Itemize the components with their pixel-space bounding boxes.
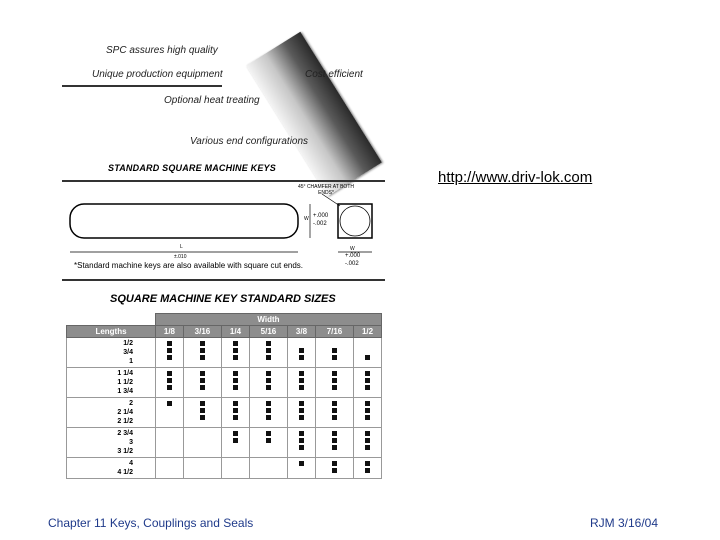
available-mark-icon	[233, 401, 238, 406]
availability-cell	[183, 458, 221, 479]
empty-mark	[167, 431, 172, 436]
section-title-standard-sizes: SQUARE MACHINE KEY STANDARD SIZES	[110, 293, 336, 305]
length-value: 1 1/2	[117, 379, 133, 386]
available-mark-icon	[365, 378, 370, 383]
available-mark-icon	[332, 461, 337, 466]
available-mark-icon	[266, 371, 271, 376]
available-mark-icon	[266, 378, 271, 383]
length-tolerance: ±.010	[174, 254, 187, 260]
driv-lok-link[interactable]: http://www.driv-lok.com	[438, 169, 593, 186]
available-mark-icon	[167, 341, 172, 346]
available-mark-icon	[365, 415, 370, 420]
promo-line-quality: SPC assures high quality	[106, 45, 218, 56]
empty-mark	[167, 415, 172, 420]
length-value: 1/2	[123, 340, 133, 347]
availability-cell	[156, 428, 184, 458]
available-mark-icon	[233, 378, 238, 383]
availability-cell	[354, 428, 382, 458]
footnote: *Standard machine keys are also available with square cut ends.	[74, 261, 304, 270]
empty-mark	[167, 445, 172, 450]
availability-cell	[354, 398, 382, 428]
table-row	[67, 368, 382, 398]
available-mark-icon	[233, 341, 238, 346]
promo-line-heat: Optional heat treating	[164, 95, 260, 106]
available-mark-icon	[233, 385, 238, 390]
length-value: 2	[129, 400, 133, 407]
empty-mark	[200, 445, 205, 450]
length-value: 2 3/4	[117, 430, 133, 437]
available-mark-icon	[299, 408, 304, 413]
empty-mark	[167, 438, 172, 443]
available-mark-icon	[233, 355, 238, 360]
availability-cell	[315, 458, 353, 479]
chamfer-note: 45° CHAMFER AT BOTH ENDS*	[298, 184, 354, 196]
length-value: 3/4	[123, 349, 133, 356]
availability-cell	[288, 458, 316, 479]
sizes-table	[66, 313, 382, 479]
width-column-header: 7/16	[315, 326, 353, 338]
availability-cell	[354, 368, 382, 398]
availability-cell	[222, 368, 250, 398]
empty-mark	[266, 468, 271, 473]
available-mark-icon	[332, 445, 337, 450]
available-mark-icon	[266, 341, 271, 346]
availability-cell	[354, 458, 382, 479]
length-label: L	[180, 244, 183, 250]
table-row	[67, 428, 382, 458]
available-mark-icon	[266, 348, 271, 353]
empty-mark	[299, 468, 304, 473]
available-mark-icon	[332, 378, 337, 383]
availability-cell	[183, 368, 221, 398]
width-column-header: 1/4	[222, 326, 250, 338]
availability-cell	[156, 368, 184, 398]
availability-cell	[183, 398, 221, 428]
available-mark-icon	[167, 355, 172, 360]
availability-cell	[222, 428, 250, 458]
available-mark-icon	[266, 401, 271, 406]
available-mark-icon	[299, 438, 304, 443]
available-mark-icon	[200, 401, 205, 406]
available-mark-icon	[365, 408, 370, 413]
available-mark-icon	[167, 348, 172, 353]
length-value: 4 1/2	[117, 469, 133, 476]
catalog-page-image	[60, 35, 385, 495]
available-mark-icon	[332, 385, 337, 390]
available-mark-icon	[365, 431, 370, 436]
availability-cell	[156, 398, 184, 428]
available-mark-icon	[167, 385, 172, 390]
available-mark-icon	[200, 385, 205, 390]
empty-mark	[167, 461, 172, 466]
empty-mark	[266, 461, 271, 466]
available-mark-icon	[299, 385, 304, 390]
available-mark-icon	[266, 355, 271, 360]
empty-mark	[200, 468, 205, 473]
length-cell	[67, 428, 156, 458]
available-mark-icon	[233, 438, 238, 443]
width-column-header: 1/2	[354, 326, 382, 338]
empty-mark	[167, 468, 172, 473]
availability-cell	[249, 338, 287, 368]
available-mark-icon	[200, 371, 205, 376]
available-mark-icon	[365, 438, 370, 443]
available-mark-icon	[299, 348, 304, 353]
available-mark-icon	[233, 408, 238, 413]
availability-cell	[354, 338, 382, 368]
availability-cell	[288, 338, 316, 368]
available-mark-icon	[233, 348, 238, 353]
length-value: 4	[129, 460, 133, 467]
divider	[62, 279, 385, 281]
availability-cell	[249, 458, 287, 479]
width-tolerance-plus: +.000	[313, 213, 329, 219]
width2-tolerance-plus: +.000	[345, 253, 361, 259]
promo-panel	[60, 35, 385, 180]
length-cell	[67, 338, 156, 368]
availability-cell	[156, 458, 184, 479]
available-mark-icon	[365, 468, 370, 473]
available-mark-icon	[233, 431, 238, 436]
availability-cell	[156, 338, 184, 368]
empty-mark	[233, 445, 238, 450]
available-mark-icon	[332, 415, 337, 420]
available-mark-icon	[200, 415, 205, 420]
empty-mark	[233, 468, 238, 473]
width-tolerance-minus: -.002	[313, 221, 327, 227]
available-mark-icon	[200, 355, 205, 360]
empty-mark	[200, 461, 205, 466]
length-value: 1 1/4	[117, 370, 133, 377]
available-mark-icon	[266, 415, 271, 420]
divider	[62, 85, 222, 87]
lengths-header: Lengths	[67, 326, 156, 338]
empty-mark	[332, 341, 337, 346]
available-mark-icon	[332, 355, 337, 360]
empty-mark	[233, 461, 238, 466]
availability-cell	[249, 398, 287, 428]
available-mark-icon	[233, 415, 238, 420]
length-cell	[67, 398, 156, 428]
available-mark-icon	[299, 378, 304, 383]
length-value: 2 1/2	[117, 418, 133, 425]
available-mark-icon	[167, 378, 172, 383]
length-value: 1 3/4	[117, 388, 133, 395]
availability-cell	[249, 368, 287, 398]
width-label: W	[304, 216, 309, 222]
available-mark-icon	[365, 385, 370, 390]
length-cell	[67, 458, 156, 479]
table-row	[67, 338, 382, 368]
length-value: 3	[129, 439, 133, 446]
availability-cell	[222, 398, 250, 428]
available-mark-icon	[365, 371, 370, 376]
width-column-header: 5/16	[249, 326, 287, 338]
width-column-header: 3/8	[288, 326, 316, 338]
table-row	[67, 398, 382, 428]
available-mark-icon	[266, 408, 271, 413]
width2-tolerance-minus: -.002	[345, 261, 359, 267]
availability-cell	[315, 368, 353, 398]
availability-cell	[222, 338, 250, 368]
availability-cell	[288, 368, 316, 398]
empty-mark	[266, 445, 271, 450]
length-value: 2 1/4	[117, 409, 133, 416]
available-mark-icon	[200, 408, 205, 413]
availability-cell	[315, 428, 353, 458]
available-mark-icon	[299, 445, 304, 450]
available-mark-icon	[266, 431, 271, 436]
available-mark-icon	[332, 401, 337, 406]
section-title-standard-keys: STANDARD SQUARE MACHINE KEYS	[108, 163, 276, 173]
length-value: 1	[129, 358, 133, 365]
empty-mark	[365, 348, 370, 353]
promo-line-production: Unique production equipment	[92, 69, 223, 80]
length-value: 3 1/2	[117, 448, 133, 455]
promo-line-cost: Cost efficient	[305, 69, 363, 80]
available-mark-icon	[299, 401, 304, 406]
available-mark-icon	[233, 371, 238, 376]
key-drawing	[60, 180, 385, 280]
availability-cell	[249, 428, 287, 458]
available-mark-icon	[299, 431, 304, 436]
available-mark-icon	[299, 371, 304, 376]
available-mark-icon	[332, 371, 337, 376]
promo-line-ends: Various end configurations	[190, 136, 309, 147]
footer-chapter: Chapter 11 Keys, Couplings and Seals	[48, 516, 254, 530]
availability-cell	[288, 428, 316, 458]
available-mark-icon	[266, 438, 271, 443]
available-mark-icon	[299, 461, 304, 466]
available-mark-icon	[167, 401, 172, 406]
availability-cell	[183, 428, 221, 458]
footer-author-date: RJM 3/16/04	[590, 516, 659, 530]
table-corner	[67, 314, 156, 326]
available-mark-icon	[332, 438, 337, 443]
available-mark-icon	[200, 348, 205, 353]
available-mark-icon	[266, 385, 271, 390]
empty-mark	[365, 341, 370, 346]
width-column-header: 1/8	[156, 326, 184, 338]
available-mark-icon	[365, 445, 370, 450]
availability-cell	[222, 458, 250, 479]
empty-mark	[167, 408, 172, 413]
available-mark-icon	[200, 341, 205, 346]
availability-cell	[183, 338, 221, 368]
available-mark-icon	[332, 468, 337, 473]
available-mark-icon	[332, 408, 337, 413]
table-row	[67, 458, 382, 479]
available-mark-icon	[365, 355, 370, 360]
empty-mark	[200, 438, 205, 443]
available-mark-icon	[332, 348, 337, 353]
empty-mark	[200, 431, 205, 436]
length-cell	[67, 368, 156, 398]
availability-cell	[288, 398, 316, 428]
available-mark-icon	[365, 461, 370, 466]
available-mark-icon	[200, 378, 205, 383]
availability-cell	[315, 398, 353, 428]
width-label-2: W	[350, 246, 355, 252]
available-mark-icon	[365, 401, 370, 406]
empty-mark	[299, 341, 304, 346]
width-column-header: 3/16	[183, 326, 221, 338]
available-mark-icon	[167, 371, 172, 376]
available-mark-icon	[332, 431, 337, 436]
width-header: Width	[156, 314, 382, 326]
available-mark-icon	[299, 415, 304, 420]
availability-cell	[315, 338, 353, 368]
available-mark-icon	[299, 355, 304, 360]
